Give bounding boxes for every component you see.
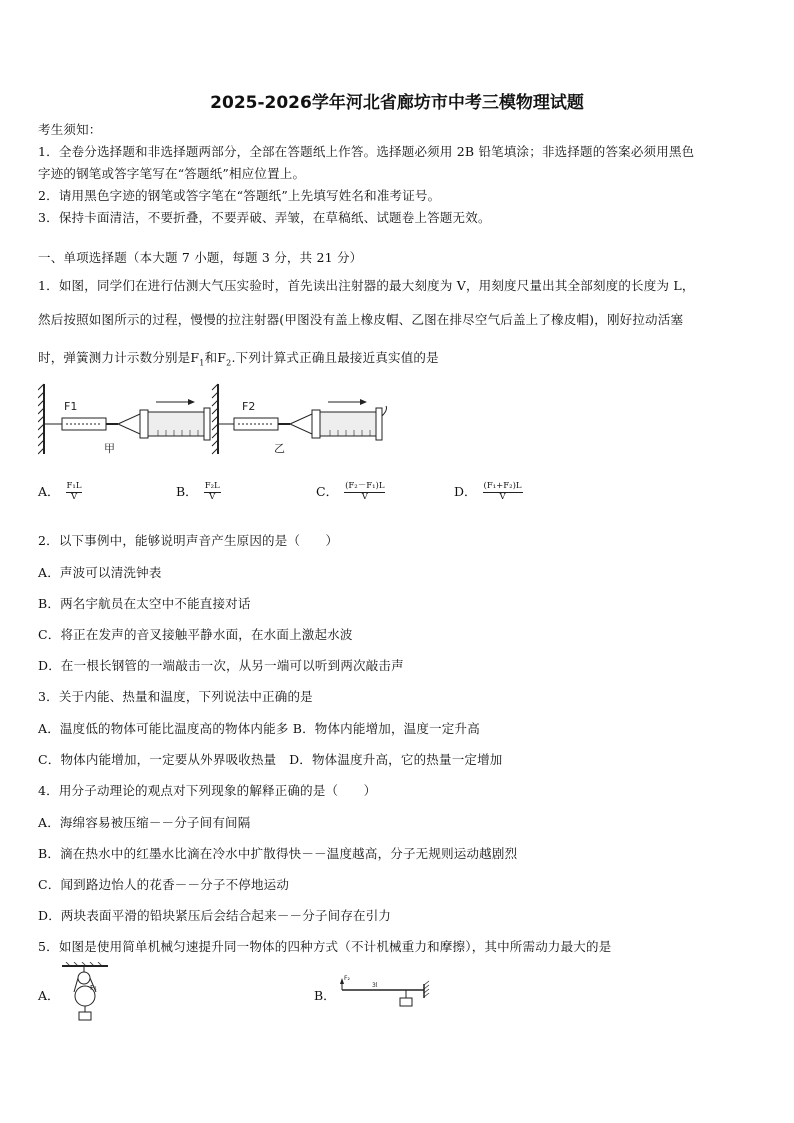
q4-option-d: D．两块表面平滑的铅块紧压后会结合起来－－分子间存在引力 xyxy=(38,908,392,923)
q2-option-d: D．在一根长钢管的一端敲击一次，从另一端可以听到两次敲击声 xyxy=(38,658,404,673)
notice-item-1: 1．全卷分选择题和非选择题两部分，全部在答题纸上作答。选择题必须用 2B 铅笔填涂；非选择题的答案必须用黑色 xyxy=(38,144,695,159)
q1-syringe-figure xyxy=(38,380,388,460)
q5-option-a: A． xyxy=(38,988,60,1003)
q5-lever-figure xyxy=(336,972,436,1012)
q4-option-b: B．滴在热水中的红墨水比滴在冷水中扩散得快－－温度越高，分子无规则运动越剧烈 xyxy=(38,846,518,861)
q1-option-b: B． $\frac{\text{F₂L}}{V}$ xyxy=(176,481,220,502)
notice-item-1-cont: 字迹的钢笔或答字笔写在“答题纸”相应位置上。 xyxy=(38,166,306,181)
q3-options-ab: A．温度低的物体可能比温度高的物体内能多 B．物体内能增加，温度一定升高 xyxy=(38,721,480,736)
q2-option-a: A．声波可以清洗钟表 xyxy=(38,565,162,580)
q4-stem: 4．用分子动理论的观点对下列现象的解释正确的是（ ） xyxy=(38,783,377,798)
notice-item-3: 3．保持卡面清洁，不要折叠，不要弄破、弄皱，在草稿纸、试题卷上答题无效。 xyxy=(38,210,491,225)
q5-option-b: B． xyxy=(314,988,336,1003)
q1-label-f2: F2 xyxy=(242,400,256,413)
q1-label-f1: F1 xyxy=(64,400,78,413)
q5-fig-a-force-label: F₁ xyxy=(90,984,97,992)
q1-stem-line2: 然后按照如图所示的过程，慢慢的拉注射器(甲图没有盖上橡皮帽、乙图在排尽空气后盖上了橡皮帽)，刚好拉动活塞 xyxy=(38,312,684,327)
q1-figure-right xyxy=(212,384,387,455)
q5-fig-b-force-label: F₂ xyxy=(344,975,350,982)
q2-option-c: C．将正在发声的音叉接触平静水面，在水面上激起水波 xyxy=(38,627,353,642)
q3-options-cd: C．物体内能增加，一定要从外界吸收热量 D．物体温度升高，它的热量一定增加 xyxy=(38,752,503,767)
q5-fig-b-length-label: 3l xyxy=(372,982,378,989)
q2-stem: 2．以下事例中，能够说明声音产生原因的是（ ） xyxy=(38,533,339,548)
notice-item-2: 2．请用黑色字迹的钢笔或答字笔在“答题纸”上先填写姓名和准考证号。 xyxy=(38,188,441,203)
q1-label-yi: 乙 xyxy=(274,442,285,455)
q1-stem-line1: 1．如图，同学们在进行估测大气压实验时，首先读出注射器的最大刻度为 V，用刻度尺量出其全部刻度的长度为 L， xyxy=(38,278,695,293)
q1-label-jia: 甲 xyxy=(104,442,115,455)
q1-option-d: D． $\frac{\text{(F₁+F₂)L}}{V}$ xyxy=(454,481,522,502)
q3-stem: 3．关于内能、热量和温度，下列说法中正确的是 xyxy=(38,689,313,704)
q5-pulley-figure xyxy=(60,962,110,1022)
q5-stem: 5．如图是使用简单机械匀速提升同一物体的四种方式（不计机械重力和摩擦），其中所需动力最大的是 xyxy=(38,939,612,954)
q4-option-c: C．闻到路边怡人的花香－－分子不停地运动 xyxy=(38,877,290,892)
q1-stem-line3: 时，弹簧测力计示数分别是$F_1$和$F_2$.下列计算式正确且最接近真实值的是 xyxy=(38,350,439,368)
q4-option-a: A．海绵容易被压缩－－分子间有间隔 xyxy=(38,815,251,830)
q2-option-b: B．两名宇航员在太空中不能直接对话 xyxy=(38,596,251,611)
q1-option-c: C． $\frac{\text{(F₂－F₁)L}}{V}$ xyxy=(316,481,385,502)
section-heading: 一、单项选择题（本大题 7 小题，每题 3 分，共 21 分） xyxy=(38,250,363,265)
q1-figure-left xyxy=(38,384,210,455)
notice-heading: 考生须知： xyxy=(38,122,102,137)
page-title: 2025-2026学年河北省廊坊市中考三模物理试题 xyxy=(210,93,584,113)
q1-option-a: A． $\frac{\text{F₁L}}{V}$ xyxy=(38,481,82,502)
